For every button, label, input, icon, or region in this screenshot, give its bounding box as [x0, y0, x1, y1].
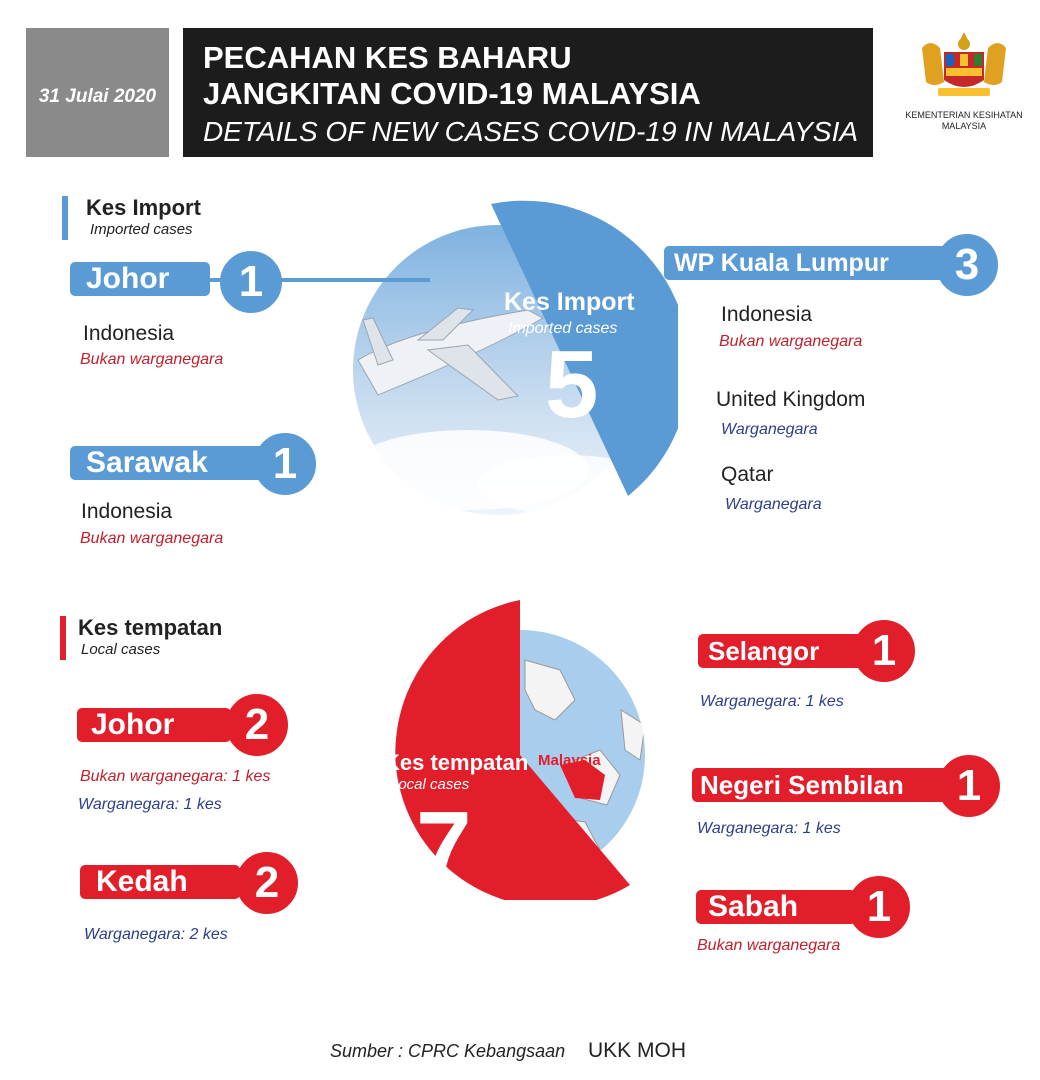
import-sarawak-country: Indonesia — [81, 500, 173, 523]
local-ns-count: 1 — [938, 755, 1000, 817]
import-sarawak-label: Sarawak — [86, 446, 208, 479]
import-johor-count: 1 — [220, 251, 282, 313]
import-kl-country-1: Indonesia — [721, 303, 813, 326]
import-kl-country-2: United Kingdom — [716, 388, 866, 411]
local-johor-note-1: Bukan warganegara: 1 kes — [80, 768, 271, 785]
footer-source: Sumber : CPRC Kebangsaan — [330, 1041, 566, 1061]
local-johor-note-2: Warganegara: 1 kes — [78, 796, 222, 813]
local-heading: Kes tempatan — [78, 615, 223, 640]
local-sabah-count: 1 — [848, 876, 910, 938]
ministry-name — [896, 110, 1032, 132]
local-kedah-label: Kedah — [96, 865, 188, 898]
import-sarawak-note: Bukan warganegara — [80, 530, 224, 547]
import-graphic — [348, 200, 678, 520]
map-label: Malaysia — [538, 752, 601, 769]
local-selangor-pill — [698, 634, 866, 668]
import-johor-label: Johor — [86, 262, 170, 295]
date-label: 31 Julai 2020 — [38, 86, 157, 107]
local-total: 7 — [416, 791, 472, 903]
import-kl-note-1: Bukan warganegara — [719, 333, 863, 350]
import-sarawak-count: 1 — [254, 433, 316, 495]
import-section-bar — [62, 196, 68, 240]
import-kl-note-2: Warganegara — [721, 421, 818, 438]
local-selangor-note: Warganegara: 1 kes — [700, 693, 844, 710]
import-total: 5 — [545, 331, 599, 438]
import-heading-en: Imported cases — [90, 221, 193, 238]
import-kl-note-3: Warganegara — [725, 496, 822, 513]
local-sabah-pill — [696, 890, 856, 924]
ministry-line-1: KEMENTERIAN KESIHATAN — [905, 110, 1023, 120]
title-line-2: JANGKITAN COVID-19 MALAYSIA — [203, 76, 701, 111]
subtitle: DETAILS OF NEW CASES COVID-19 IN MALAYSIA — [203, 116, 859, 147]
local-heading-en: Local cases — [81, 641, 161, 658]
local-center-title: Kes tempatan — [384, 750, 529, 775]
import-kl-count: 3 — [936, 234, 998, 296]
local-johor-count: 2 — [226, 694, 288, 756]
local-johor-pill — [77, 708, 231, 742]
import-johor-note: Bukan warganegara — [80, 351, 224, 368]
import-johor-country: Indonesia — [83, 322, 175, 345]
coat-of-arms-icon — [916, 28, 1012, 106]
local-ns-label: Negeri Sembilan — [700, 770, 904, 800]
local-selangor-label: Selangor — [708, 636, 820, 666]
ministry-line-2: MALAYSIA — [941, 121, 987, 131]
footer-unit: UKK MOH — [588, 1039, 687, 1062]
import-kl-country-3: Qatar — [721, 463, 774, 486]
local-ns-note: Warganegara: 1 kes — [697, 820, 841, 837]
local-kedah-note: Warganegara: 2 kes — [84, 926, 228, 943]
import-center-sub: Imported cases — [508, 320, 618, 337]
local-section-bar — [60, 616, 66, 660]
title-line-1: PECAHAN KES BAHARU — [203, 40, 572, 75]
import-heading: Kes Import — [86, 195, 201, 220]
local-selangor-count: 1 — [853, 620, 915, 682]
local-sabah-label: Sabah — [708, 890, 799, 923]
local-center-sub: Local cases — [390, 776, 470, 793]
import-kl-label: WP Kuala Lumpur — [674, 249, 889, 277]
import-sarawak-pill — [70, 446, 270, 480]
local-ns-pill — [692, 768, 952, 802]
local-kedah-count: 2 — [236, 852, 298, 914]
import-johor-pill — [70, 262, 210, 296]
local-kedah-pill — [80, 865, 240, 899]
import-center-title: Kes Import — [504, 288, 635, 316]
import-kl-pill — [664, 246, 948, 280]
local-sabah-note: Bukan warganegara — [697, 937, 841, 954]
local-johor-label: Johor — [91, 708, 175, 741]
